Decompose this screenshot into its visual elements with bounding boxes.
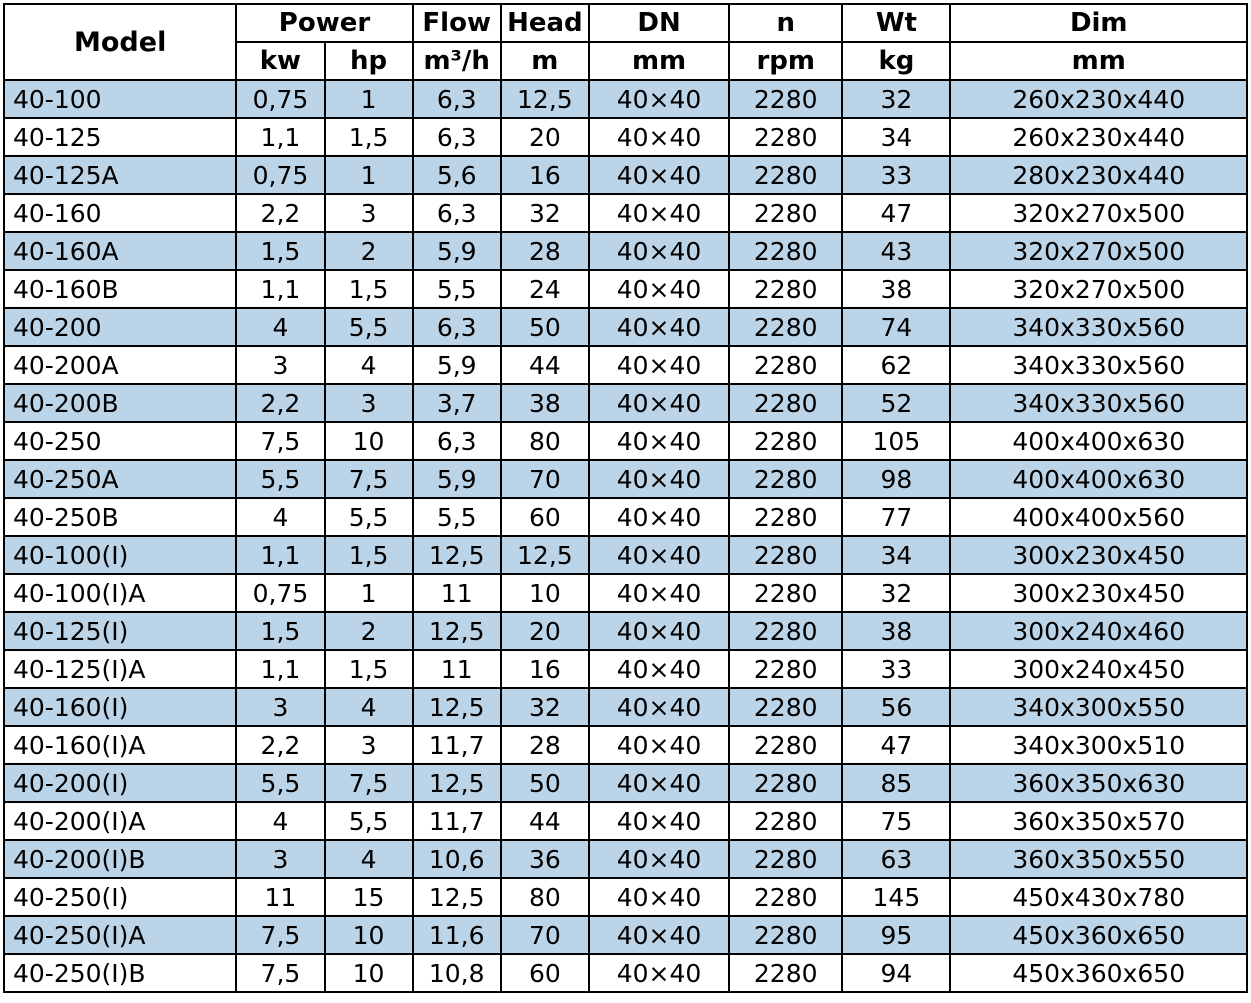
cell-value: 43 — [842, 232, 950, 270]
cell-value: 400x400x560 — [950, 498, 1247, 536]
table-row — [4, 156, 1247, 194]
cell-value: 33 — [842, 650, 950, 688]
cell-model: 40-200(I)A — [4, 802, 236, 840]
cell-value: 2280 — [729, 156, 842, 194]
cell-value: 280x230x440 — [950, 156, 1247, 194]
table-body — [4, 80, 1247, 992]
cell-value: 75 — [842, 802, 950, 840]
cell-value: 400x400x630 — [950, 460, 1247, 498]
cell-value: 40×40 — [589, 498, 729, 536]
cell-value: 28 — [501, 232, 589, 270]
cell-value: 34 — [842, 536, 950, 574]
cell-value: 50 — [501, 764, 589, 802]
cell-value: 40×40 — [589, 156, 729, 194]
cell-model: 40-160A — [4, 232, 236, 270]
cell-value: 11,7 — [413, 726, 501, 764]
cell-value: 85 — [842, 764, 950, 802]
cell-value: 1 — [325, 80, 413, 118]
cell-value: 7,5 — [236, 954, 324, 992]
cell-value: 47 — [842, 726, 950, 764]
cell-model: 40-250(I)A — [4, 916, 236, 954]
table-row — [4, 726, 1247, 764]
cell-model: 40-100 — [4, 80, 236, 118]
column-header-wt: Wt — [842, 4, 950, 42]
cell-value: 7,5 — [325, 460, 413, 498]
table-row — [4, 840, 1247, 878]
cell-value: 6,3 — [413, 308, 501, 346]
cell-value: 70 — [501, 460, 589, 498]
cell-model: 40-200 — [4, 308, 236, 346]
cell-value: 10 — [501, 574, 589, 612]
cell-value: 6,3 — [413, 80, 501, 118]
cell-value: 40×40 — [589, 954, 729, 992]
cell-value: 4 — [325, 840, 413, 878]
cell-value: 2 — [325, 612, 413, 650]
cell-value: 450x360x650 — [950, 916, 1247, 954]
cell-value: 40×40 — [589, 802, 729, 840]
cell-value: 4 — [325, 346, 413, 384]
cell-value: 1,1 — [236, 650, 324, 688]
table-row — [4, 270, 1247, 308]
cell-value: 40×40 — [589, 384, 729, 422]
cell-value: 5,9 — [413, 460, 501, 498]
cell-model: 40-250B — [4, 498, 236, 536]
cell-value: 40×40 — [589, 422, 729, 460]
cell-value: 12,5 — [413, 612, 501, 650]
cell-value: 5,5 — [325, 802, 413, 840]
cell-value: 300x230x450 — [950, 574, 1247, 612]
cell-model: 40-100(I) — [4, 536, 236, 574]
table-row — [4, 536, 1247, 574]
unit-header-kw: kw — [236, 42, 324, 80]
table-row — [4, 954, 1247, 992]
cell-model: 40-125(I) — [4, 612, 236, 650]
cell-value: 63 — [842, 840, 950, 878]
cell-value: 2280 — [729, 916, 842, 954]
cell-value: 11,7 — [413, 802, 501, 840]
cell-value: 2280 — [729, 954, 842, 992]
cell-value: 2280 — [729, 574, 842, 612]
cell-value: 2280 — [729, 612, 842, 650]
cell-value: 300x240x460 — [950, 612, 1247, 650]
cell-value: 12,5 — [413, 878, 501, 916]
cell-model: 40-125(I)A — [4, 650, 236, 688]
cell-value: 1 — [325, 574, 413, 612]
table-row — [4, 764, 1247, 802]
cell-value: 5,6 — [413, 156, 501, 194]
cell-value: 2280 — [729, 498, 842, 536]
cell-value: 2 — [325, 232, 413, 270]
cell-value: 12,5 — [413, 764, 501, 802]
cell-value: 340x330x560 — [950, 346, 1247, 384]
cell-value: 145 — [842, 878, 950, 916]
cell-value: 7,5 — [236, 422, 324, 460]
cell-value: 10,8 — [413, 954, 501, 992]
cell-model: 40-160B — [4, 270, 236, 308]
cell-value: 12,5 — [501, 80, 589, 118]
cell-value: 4 — [236, 308, 324, 346]
cell-value: 32 — [842, 574, 950, 612]
cell-value: 2280 — [729, 840, 842, 878]
cell-value: 340x330x560 — [950, 384, 1247, 422]
cell-value: 38 — [501, 384, 589, 422]
cell-value: 44 — [501, 346, 589, 384]
cell-value: 320x270x500 — [950, 232, 1247, 270]
table-row — [4, 384, 1247, 422]
cell-value: 3 — [236, 346, 324, 384]
cell-value: 38 — [842, 270, 950, 308]
cell-value: 28 — [501, 726, 589, 764]
cell-value: 5,5 — [236, 460, 324, 498]
cell-value: 33 — [842, 156, 950, 194]
cell-value: 3 — [325, 384, 413, 422]
cell-value: 40×40 — [589, 80, 729, 118]
cell-value: 2280 — [729, 270, 842, 308]
pump-specifications-table — [3, 3, 1248, 993]
cell-value: 2280 — [729, 764, 842, 802]
unit-header-dim: mm — [950, 42, 1247, 80]
cell-value: 60 — [501, 498, 589, 536]
table-row — [4, 498, 1247, 536]
cell-value: 1,5 — [325, 270, 413, 308]
column-header-n: n — [729, 4, 842, 42]
cell-model: 40-200(I) — [4, 764, 236, 802]
cell-value: 94 — [842, 954, 950, 992]
cell-model: 40-250(I)B — [4, 954, 236, 992]
cell-model: 40-125A — [4, 156, 236, 194]
table-row — [4, 80, 1247, 118]
cell-value: 11 — [413, 574, 501, 612]
cell-value: 360x350x630 — [950, 764, 1247, 802]
cell-value: 32 — [501, 688, 589, 726]
cell-value: 450x360x650 — [950, 954, 1247, 992]
table-row — [4, 422, 1247, 460]
column-header-dim: Dim — [950, 4, 1247, 42]
cell-value: 260x230x440 — [950, 80, 1247, 118]
cell-value: 2280 — [729, 650, 842, 688]
cell-value: 3,7 — [413, 384, 501, 422]
cell-value: 1,5 — [236, 232, 324, 270]
column-header-head: Head — [501, 4, 589, 42]
cell-value: 80 — [501, 878, 589, 916]
cell-value: 40×40 — [589, 878, 729, 916]
cell-value: 400x400x630 — [950, 422, 1247, 460]
cell-value: 5,5 — [413, 498, 501, 536]
cell-value: 1,5 — [325, 650, 413, 688]
cell-value: 300x240x450 — [950, 650, 1247, 688]
cell-value: 10,6 — [413, 840, 501, 878]
cell-value: 2280 — [729, 422, 842, 460]
cell-value: 10 — [325, 954, 413, 992]
cell-value: 56 — [842, 688, 950, 726]
cell-value: 360x350x550 — [950, 840, 1247, 878]
cell-value: 2280 — [729, 80, 842, 118]
cell-value: 1,5 — [325, 536, 413, 574]
cell-value: 98 — [842, 460, 950, 498]
cell-value: 40×40 — [589, 688, 729, 726]
cell-value: 7,5 — [325, 764, 413, 802]
cell-value: 20 — [501, 612, 589, 650]
cell-value: 2280 — [729, 308, 842, 346]
cell-value: 10 — [325, 422, 413, 460]
table-row — [4, 916, 1247, 954]
cell-value: 5,5 — [236, 764, 324, 802]
cell-value: 24 — [501, 270, 589, 308]
cell-value: 105 — [842, 422, 950, 460]
cell-value: 0,75 — [236, 574, 324, 612]
unit-header-n: rpm — [729, 42, 842, 80]
cell-value: 0,75 — [236, 156, 324, 194]
cell-model: 40-250 — [4, 422, 236, 460]
cell-value: 1,1 — [236, 270, 324, 308]
cell-value: 2280 — [729, 384, 842, 422]
cell-value: 20 — [501, 118, 589, 156]
cell-value: 40×40 — [589, 612, 729, 650]
unit-header-dn: mm — [589, 42, 729, 80]
cell-value: 320x270x500 — [950, 270, 1247, 308]
cell-value: 11 — [236, 878, 324, 916]
cell-value: 2280 — [729, 878, 842, 916]
cell-value: 6,3 — [413, 118, 501, 156]
cell-value: 12,5 — [413, 688, 501, 726]
cell-value: 40×40 — [589, 536, 729, 574]
cell-value: 6,3 — [413, 194, 501, 232]
cell-value: 62 — [842, 346, 950, 384]
cell-value: 5,9 — [413, 346, 501, 384]
cell-value: 12,5 — [413, 536, 501, 574]
cell-value: 32 — [501, 194, 589, 232]
cell-value: 10 — [325, 916, 413, 954]
cell-value: 2,2 — [236, 726, 324, 764]
cell-value: 2280 — [729, 726, 842, 764]
cell-model: 40-160(I)A — [4, 726, 236, 764]
cell-value: 40×40 — [589, 726, 729, 764]
cell-value: 52 — [842, 384, 950, 422]
cell-value: 3 — [236, 688, 324, 726]
cell-value: 47 — [842, 194, 950, 232]
cell-value: 40×40 — [589, 840, 729, 878]
cell-value: 360x350x570 — [950, 802, 1247, 840]
cell-value: 40×40 — [589, 574, 729, 612]
cell-value: 16 — [501, 650, 589, 688]
cell-value: 40×40 — [589, 916, 729, 954]
cell-value: 260x230x440 — [950, 118, 1247, 156]
cell-value: 5,5 — [413, 270, 501, 308]
table-row — [4, 688, 1247, 726]
cell-value: 2280 — [729, 802, 842, 840]
cell-value: 5,9 — [413, 232, 501, 270]
cell-value: 2280 — [729, 536, 842, 574]
cell-value: 60 — [501, 954, 589, 992]
column-header-power: Power — [236, 4, 412, 42]
cell-model: 40-200B — [4, 384, 236, 422]
cell-value: 3 — [325, 194, 413, 232]
cell-value: 300x230x450 — [950, 536, 1247, 574]
table-row — [4, 232, 1247, 270]
cell-value: 340x330x560 — [950, 308, 1247, 346]
cell-value: 77 — [842, 498, 950, 536]
table-row — [4, 650, 1247, 688]
cell-value: 95 — [842, 916, 950, 954]
cell-model: 40-250A — [4, 460, 236, 498]
table-header — [4, 4, 1247, 80]
cell-value: 2,2 — [236, 194, 324, 232]
cell-value: 40×40 — [589, 270, 729, 308]
table-row — [4, 308, 1247, 346]
cell-value: 32 — [842, 80, 950, 118]
column-header-dn: DN — [589, 4, 729, 42]
column-header-model: Model — [4, 4, 236, 80]
cell-value: 2280 — [729, 118, 842, 156]
unit-header-hp: hp — [325, 42, 413, 80]
cell-value: 11,6 — [413, 916, 501, 954]
cell-value: 6,3 — [413, 422, 501, 460]
cell-value: 40×40 — [589, 764, 729, 802]
cell-value: 340x300x510 — [950, 726, 1247, 764]
cell-value: 7,5 — [236, 916, 324, 954]
cell-value: 44 — [501, 802, 589, 840]
cell-value: 34 — [842, 118, 950, 156]
cell-value: 5,5 — [325, 498, 413, 536]
cell-value: 12,5 — [501, 536, 589, 574]
cell-value: 50 — [501, 308, 589, 346]
cell-value: 2280 — [729, 232, 842, 270]
table-header-row-groups — [4, 4, 1247, 42]
cell-value: 40×40 — [589, 650, 729, 688]
cell-value: 40×40 — [589, 194, 729, 232]
cell-model: 40-200(I)B — [4, 840, 236, 878]
cell-value: 1,5 — [236, 612, 324, 650]
cell-value: 1,1 — [236, 536, 324, 574]
table-row — [4, 574, 1247, 612]
table-row — [4, 878, 1247, 916]
cell-value: 40×40 — [589, 118, 729, 156]
cell-value: 450x430x780 — [950, 878, 1247, 916]
cell-value: 40×40 — [589, 346, 729, 384]
cell-model: 40-160(I) — [4, 688, 236, 726]
table-row — [4, 194, 1247, 232]
cell-value: 4 — [236, 802, 324, 840]
cell-value: 38 — [842, 612, 950, 650]
table-row — [4, 346, 1247, 384]
cell-model: 40-250(I) — [4, 878, 236, 916]
unit-header-flow: m³/h — [413, 42, 501, 80]
cell-value: 40×40 — [589, 232, 729, 270]
cell-value: 2280 — [729, 346, 842, 384]
table-row — [4, 802, 1247, 840]
cell-value: 3 — [236, 840, 324, 878]
table-row — [4, 460, 1247, 498]
cell-value: 2,2 — [236, 384, 324, 422]
cell-value: 11 — [413, 650, 501, 688]
table-row — [4, 118, 1247, 156]
column-header-flow: Flow — [413, 4, 501, 42]
cell-value: 2280 — [729, 460, 842, 498]
cell-value: 4 — [325, 688, 413, 726]
cell-value: 2280 — [729, 688, 842, 726]
cell-value: 320x270x500 — [950, 194, 1247, 232]
cell-value: 74 — [842, 308, 950, 346]
cell-model: 40-125 — [4, 118, 236, 156]
cell-value: 1,1 — [236, 118, 324, 156]
cell-value: 36 — [501, 840, 589, 878]
cell-value: 80 — [501, 422, 589, 460]
cell-value: 15 — [325, 878, 413, 916]
cell-value: 16 — [501, 156, 589, 194]
cell-model: 40-160 — [4, 194, 236, 232]
cell-model: 40-100(I)A — [4, 574, 236, 612]
cell-value: 40×40 — [589, 460, 729, 498]
table-row — [4, 612, 1247, 650]
cell-value: 2280 — [729, 194, 842, 232]
cell-value: 3 — [325, 726, 413, 764]
cell-value: 70 — [501, 916, 589, 954]
cell-value: 1 — [325, 156, 413, 194]
cell-value: 0,75 — [236, 80, 324, 118]
cell-value: 40×40 — [589, 308, 729, 346]
cell-value: 5,5 — [325, 308, 413, 346]
unit-header-head: m — [501, 42, 589, 80]
cell-value: 4 — [236, 498, 324, 536]
cell-value: 340x300x550 — [950, 688, 1247, 726]
cell-value: 1,5 — [325, 118, 413, 156]
unit-header-wt: kg — [842, 42, 950, 80]
cell-model: 40-200A — [4, 346, 236, 384]
